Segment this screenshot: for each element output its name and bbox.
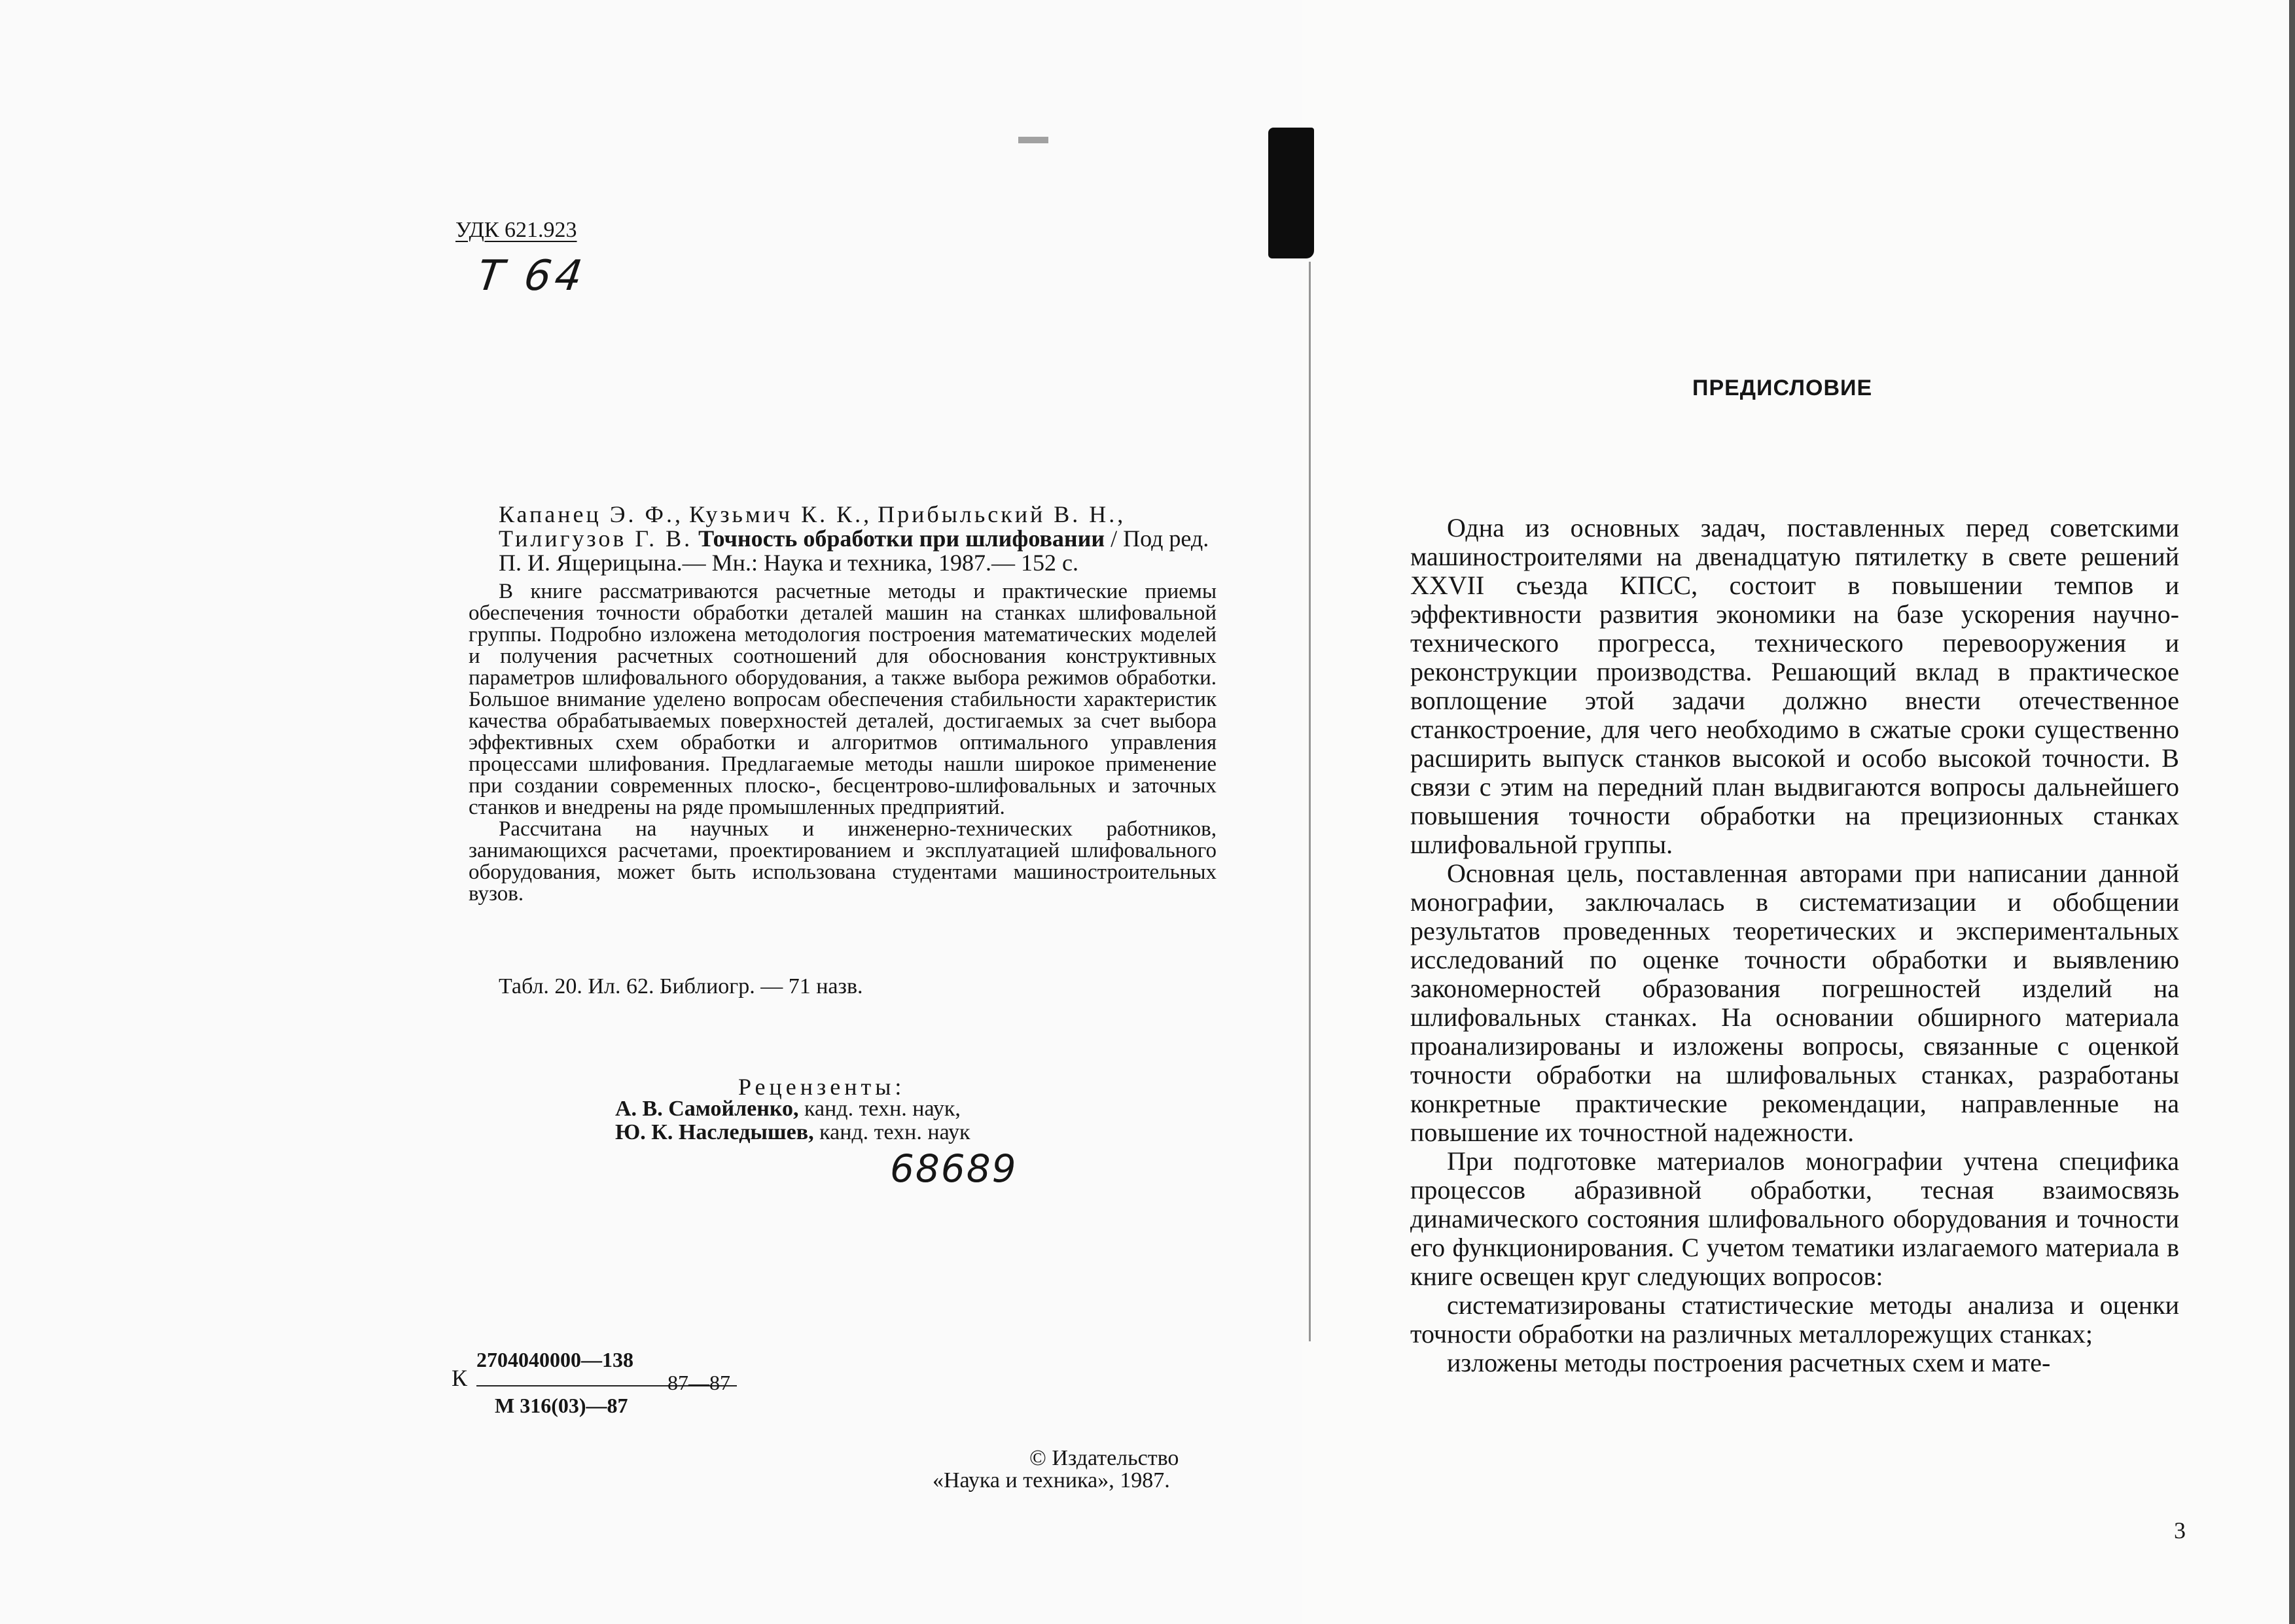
author-1: Капанец Э. Ф., — [499, 501, 684, 527]
annotation-paragraph: В книге рассматриваются расчетные методы и практические приемы обеспечения точности обработки деталей машин на станках шлифовальной группы. Подробно изложена методология построения математических моделей и получения расчетных соотношений для обоснования конструктивных параметров шлифовального оборудования, а также выбора режимов обработки. Большое внимание уделено вопросам обеспечения стабильности характеристик качества обрабатываемых поверхностей деталей, достигаемых за счет выбора эффективных схем обработки и алгоритмов оптимального управления процессами шлифования. Предлагаемые методы нашли широкое применение при создании современных плоско-, бесцентрово-шлифовальных и заточных станков и внедрены на ряде промышленных предприятий. — [469, 580, 1217, 819]
reviewer-item — [615, 1120, 970, 1145]
tables-illustrations-count: Табл. 20. Ил. 62. Библиогр. — 71 назв. — [499, 974, 863, 998]
preface-body — [1410, 514, 2179, 1377]
index-suffix: 87—87 — [667, 1371, 730, 1394]
scan-artifact — [1018, 137, 1048, 143]
book-title: Точность обработки при шлифовании — [698, 525, 1105, 552]
preface-paragraph: Основная цель, поставленная авторами при написании данной монографии, заключалась в систематизации и обобщении результатов проведенных теоретических и экспериментальных исследований по оценке точности обработки и выявлению закономерностей образования погрешностей изделий на шлифовальных станках. На основании обширного материала проанализированы и изложены вопросы, связанные с оценкой точности обработки на шлифовальных станках, разработаны конкретные практические рекомендации, направленные на повышение их точностной надежности. — [1410, 858, 2179, 1147]
preface-paragraph: изложены методы построения расчетных схем и мате- — [1447, 1348, 2051, 1377]
copyright-publisher: «Наука и техника», 1987. — [933, 1468, 1170, 1492]
preface-paragraph: Одна из основных задач, поставленных перед советскими машиностроителями на двенадцатую пятилетку в свете решений XXVII съезда КПСС, состоит в повышении темпов и эффективности развития экономики на базе ускорения научно-технического прогресса, технического перевооружения и реконструкции производства. Решающий вклад в практическое воплощение этой задачи должно внести отечественное станкостроение, для чего необходимо в сжатые сроки существенно расширить выпуск станков высокой и особо высокой точности. В связи с этим на передний план выдвигаются вопросы дальнейшего повышения точности обработки на прецизионных станках шлифовальной группы. — [1410, 513, 2179, 859]
index-denominator: М 316(03)—87 — [495, 1394, 628, 1417]
index-letter: К — [452, 1365, 468, 1391]
publication-details: / Под ред. П. И. Ящерицына.— Мн.: Наука и техника, 1987.— 152 с. — [499, 525, 1209, 576]
reviewer-name: А. В. Самойленко, — [615, 1097, 799, 1121]
annotation — [469, 581, 1217, 905]
handwritten-library-code: Т 64 — [474, 252, 590, 300]
author-3: Прибыльский В. Н., — [878, 501, 1126, 527]
scan-page-edge — [2289, 0, 2295, 1624]
preface-paragraph: систематизированы статистические методы анализа и оценки точности обработки на различных металлорежущих станках; — [1410, 1290, 2179, 1349]
reviewer-degree: канд. техн. наук — [819, 1120, 970, 1144]
preface-title: ПРЕДИСЛОВИЕ — [1692, 376, 1873, 400]
bibliographic-entry — [499, 503, 1219, 575]
author-4: Тилигузов Г. В. — [499, 525, 693, 552]
gutter-line — [1309, 262, 1311, 1341]
page-number: 3 — [2174, 1517, 2186, 1544]
author-2: Кузьмич К. К., — [689, 501, 872, 527]
preface-paragraph: При подготовке материалов монографии учтена специфика процессов абразивной обработки, тесная взаимосвязь динамического состояния шлифовального оборудования и точности его функционирования. С учетом тематики излагаемого материала в книге освещен круг следующих вопросов: — [1410, 1146, 2179, 1291]
reviewer-item — [615, 1097, 961, 1121]
annotation-paragraph: Рассчитана на научных и инженерно-технических работников, занимающихся расчетами, проектированием и эксплуатацией шлифовального оборудования, может быть использована студентами машиностроительных вузов. — [469, 817, 1217, 906]
reviewer-degree: канд. техн. наук, — [804, 1097, 961, 1121]
copyright-line: © Издательство — [1029, 1446, 1179, 1470]
handwritten-inventory-number: 68689 — [890, 1146, 1018, 1191]
udc-code: УДК 621.923 — [455, 218, 577, 242]
reviewers-heading: Рецензенты: — [738, 1074, 906, 1100]
index-numerator: 2704040000—138 — [476, 1348, 633, 1371]
reviewer-name: Ю. К. Наследышев, — [615, 1120, 814, 1144]
scan-gutter-shadow — [1268, 128, 1314, 258]
